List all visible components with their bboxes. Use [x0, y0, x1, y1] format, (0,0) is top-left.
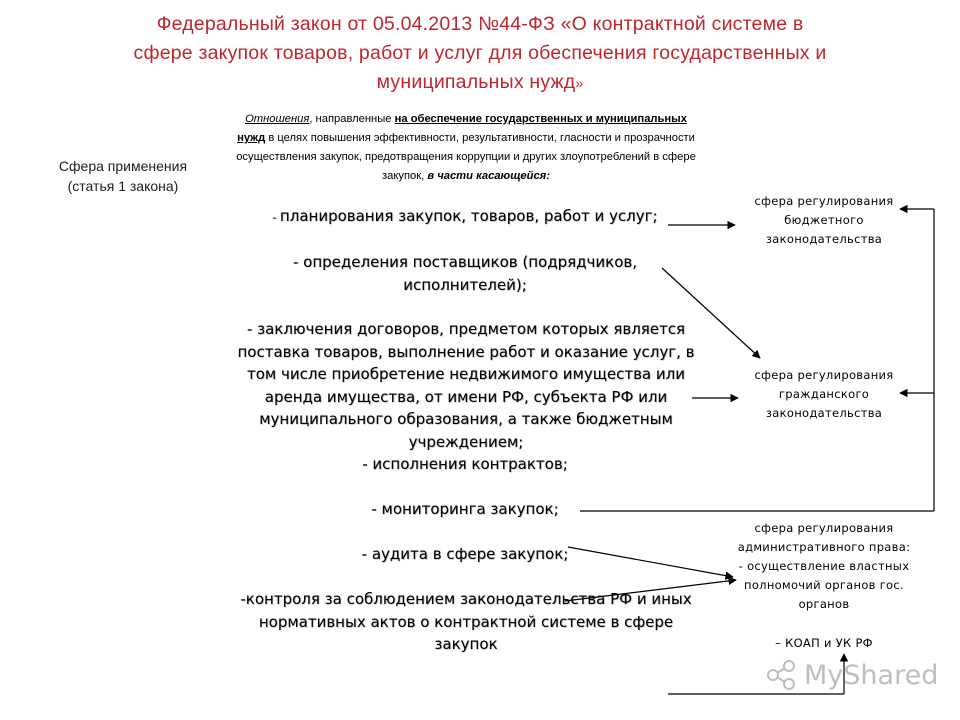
arrow-suppliers-to-civil — [662, 268, 760, 358]
arrow-control-to-admin — [565, 580, 736, 601]
item-audit: - аудита в сфере закупок; — [361, 545, 569, 563]
share-icon — [764, 658, 798, 692]
item-contracts: - заключения договоров, предметом которых является поставка товаров, выполнение работ и оказание услуг, в том числе приобретение недвижимого имущества или аренда имущества, от имени РФ, субъекта РФ или муниципального образования, а также бюджетным учреждением; — [237, 320, 695, 451]
intro-partial: в части касающейся: — [427, 170, 550, 182]
scope-line-2: (статья 1 закона) — [67, 178, 179, 194]
item-planning: - планирования закупок, товаров, работ и услуг; — [272, 207, 658, 225]
title-line-3: муниципальных нужд» — [376, 71, 584, 93]
civil-legislation-box: сфера регулирования гражданского законодательства — [754, 368, 894, 420]
budget-legislation-box: сфера регулирования бюджетного законодательства — [754, 194, 894, 246]
koap-uk-label: – КОАП и УК РФ — [775, 636, 873, 650]
intro-rest: в целях повышения эффективности, результативности, гласности и прозрачности осуществления закупок, предотвращения коррупции и других злоупотреблений в сфере закупок, — [236, 132, 696, 182]
intro-relations: Отношения — [245, 113, 310, 125]
watermark-text: MyShared — [804, 659, 939, 691]
item-execution: - исполнения контрактов; — [362, 455, 568, 473]
title-line-2: сфере закупок товаров, работ и услуг для обеспечения государственных и — [133, 42, 827, 64]
intro-directed: , направленные — [309, 113, 395, 125]
admin-law-box: сфера регулирования административного права: - осуществление властных полномочий органов гос. органов — [737, 521, 911, 611]
item-suppliers: - определения поставщиков (подрядчиков, исполнителей); — [293, 253, 637, 294]
scope-line-1: Сфера применения — [58, 158, 188, 174]
intro-underlined: на обеспечение государственных и муниципальных нужд — [237, 113, 687, 144]
watermark — [764, 655, 938, 695]
arrow-audit-to-admin — [568, 547, 733, 577]
title-line-1: Федеральный закон от 05.04.2013 №44-ФЗ «О контрактной системе в — [156, 13, 804, 35]
item-monitoring: - мониторинга закупок; — [371, 500, 559, 518]
item-control: -контроля за соблюдением законодательства РФ и иных нормативных актов о контрактной системе в сфере закупок — [240, 590, 692, 653]
